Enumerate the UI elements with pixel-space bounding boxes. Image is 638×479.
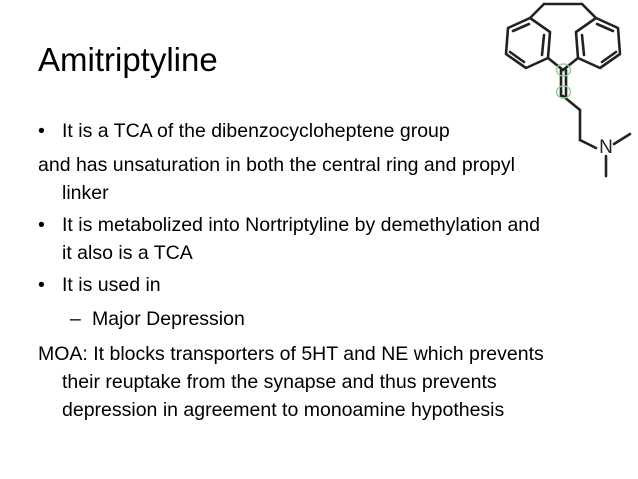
chain-bond [580,140,596,148]
bridge-bond [530,4,544,18]
bullet-text-line: It is a TCA of the dibenzocycloheptene group [62,120,450,142]
sub-bullet-marker: – [70,308,81,330]
aromatic-double-bond [582,35,584,55]
bullet-text-line: it also is a TCA [62,242,193,264]
bullet-text-line: It is metabolized into Nortriptyline by demethylation and [62,214,540,236]
bridge-bond [582,4,596,18]
aromatic-double-bond [542,35,544,55]
bullet-marker: • [38,214,45,236]
methyl-bond [614,134,630,144]
body-text-line: MOA: It blocks transporters of 5HT and NE which prevents [38,343,544,365]
bullet-marker: • [38,274,45,296]
slide-title: Amitriptyline [38,41,218,78]
body-text-line: linker [62,182,109,204]
body-text-line: depression in agreement to monoamine hypothesis [62,399,505,421]
bullet-marker: • [38,120,45,142]
body-text-line: and has unsaturation in both the central ring and propyl [38,154,515,176]
sub-bullet-text-line: Major Depression [92,308,245,330]
amitriptyline-structure-image [478,0,638,186]
nitrogen-atom-label: N [599,137,613,158]
bullet-text-line: It is used in [62,274,161,296]
body-text-line: their reuptake from the synapse and thus prevents [62,371,497,393]
